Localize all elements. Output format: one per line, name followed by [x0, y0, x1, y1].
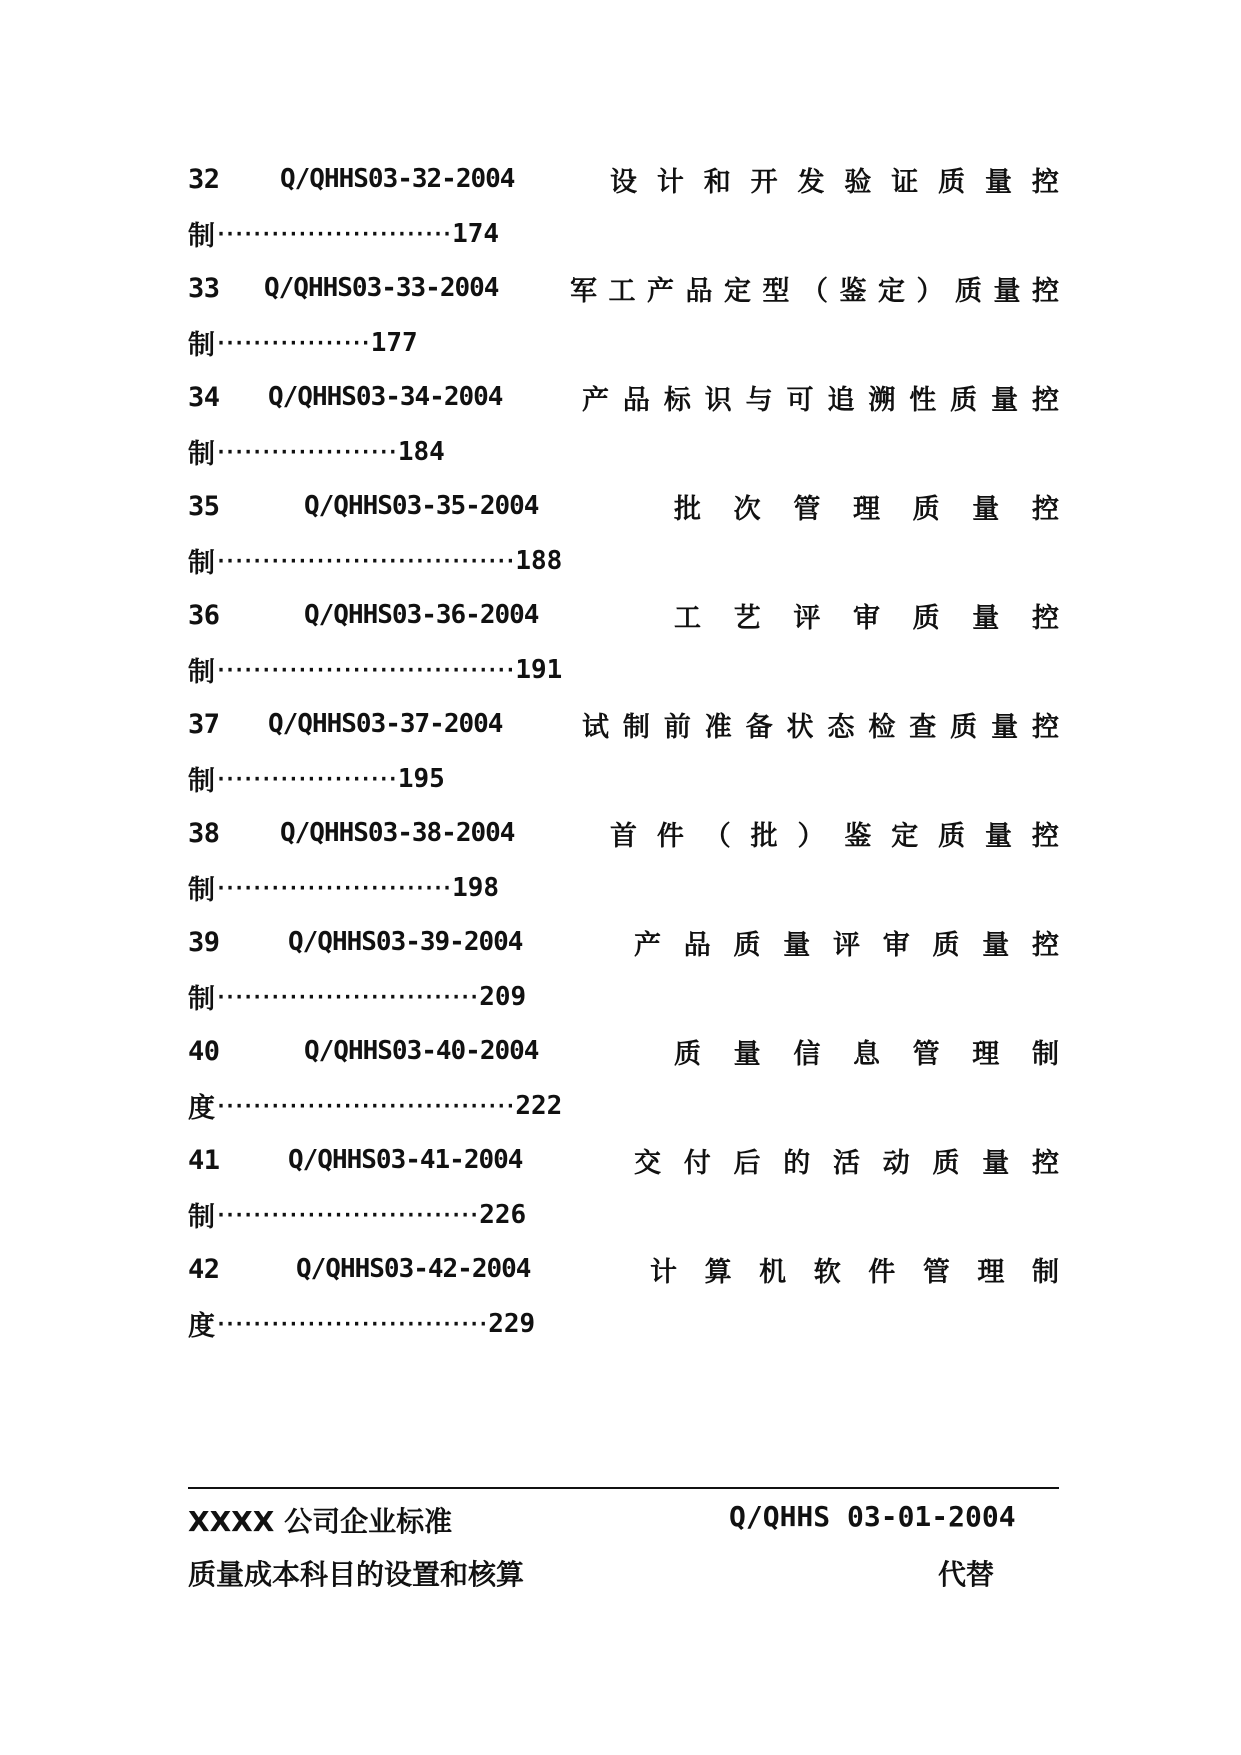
- toc-entry-title-char: 鉴: [844, 820, 872, 852]
- toc-entry-heading-line: [188, 261, 1059, 315]
- toc-entry-title-char: 息: [852, 1038, 880, 1070]
- toc-entry-title-char: 开: [750, 166, 778, 198]
- toc-entry-title-char: 备: [745, 711, 773, 743]
- toc-entry-leader-line: [188, 860, 1059, 915]
- toc-entry-standard-code: Q/QHHS03-42-2004: [296, 1254, 531, 1284]
- toc-entry-standard-code: Q/QHHS03-41-2004: [288, 1145, 523, 1175]
- toc-entry-title-char: 工: [674, 602, 701, 634]
- toc-entry-title-char: 管: [793, 493, 821, 525]
- toc-entry-title-char: 后: [733, 1147, 761, 1179]
- toc-entry-title-char: 质: [932, 1147, 960, 1179]
- toc-entry-title-char: 批: [750, 820, 778, 852]
- toc-entry-standard-code: Q/QHHS03-34-2004: [268, 382, 503, 412]
- toc-entry-title-char: 理: [852, 493, 880, 525]
- toc-entry-heading-line: [188, 1242, 1059, 1296]
- toc-entry-page-number: 195: [397, 763, 445, 794]
- toc-entry-title-char: 次: [733, 493, 761, 525]
- toc-entry-title-char: 性: [909, 384, 937, 416]
- toc-entry-title-char: 质: [938, 820, 966, 852]
- toc-entry-standard-code: Q/QHHS03-37-2004: [268, 709, 503, 739]
- toc-entry-dot-leader: ··························: [215, 875, 451, 900]
- toc-entry-standard-code: Q/QHHS03-32-2004: [280, 164, 515, 194]
- toc-entry-title-char: 型: [762, 275, 790, 307]
- toc-entry-title-char: 试: [582, 711, 609, 743]
- toc-entry-leader-line: [188, 1296, 1059, 1351]
- toc-entry-title-char: 管: [912, 1038, 940, 1070]
- toc-entry-page-number: 226: [479, 1199, 527, 1230]
- toc-entry-title: [610, 806, 1059, 860]
- toc-entry-title-char: 产: [634, 929, 661, 961]
- toc-entry-page-number: 191: [515, 654, 563, 685]
- toc-entry-dot-leader: ·································: [215, 1093, 514, 1118]
- toc-entry-title-char: 发: [797, 166, 825, 198]
- toc-entry-standard-code: Q/QHHS03-33-2004: [264, 273, 499, 303]
- toc-entry-title-tail: 制: [188, 766, 215, 797]
- toc-entry-title: [634, 915, 1059, 969]
- toc-entry-dot-leader: ·································: [215, 548, 514, 573]
- toc-entry-title-tail: 制: [188, 1202, 215, 1233]
- toc-entry-title-char: 品: [683, 929, 711, 961]
- toc-entry: [188, 1133, 1059, 1242]
- toc-entry-heading-line: [188, 479, 1059, 533]
- toc-entry-standard-code: Q/QHHS03-40-2004: [304, 1036, 539, 1066]
- toc-entry-title: [674, 1024, 1059, 1078]
- toc-entry-title-char: 定: [724, 275, 751, 307]
- toc-entry-title-char: 交: [634, 1147, 661, 1179]
- toc-entry-leader-line: [188, 206, 1059, 261]
- toc-entry: [188, 479, 1059, 588]
- toc-entry-number: 37: [188, 708, 220, 740]
- toc-entry-leader-line: [188, 642, 1059, 697]
- toc-entry-page-number: 184: [397, 436, 445, 467]
- footer-title-row: [188, 1553, 1059, 1593]
- toc-entry-title-char: 件: [656, 820, 684, 852]
- toc-entry-standard-code: Q/QHHS03-35-2004: [304, 491, 539, 521]
- toc-entry-title-char: 量: [783, 929, 811, 961]
- toc-entry-title-char: 机: [759, 1256, 787, 1288]
- toc-entry-title-char: 前: [663, 711, 691, 743]
- toc-entry-title-char: 量: [985, 166, 1012, 198]
- toc-entry-title-char: 批: [674, 493, 701, 525]
- toc-entry: [188, 1024, 1059, 1133]
- toc-entry-title-char: 产: [582, 384, 609, 416]
- toc-entry: [188, 152, 1059, 261]
- toc-entry-title-char: 检: [868, 711, 896, 743]
- toc-entry-title-char: 评: [833, 929, 860, 961]
- toc-entry-title-char: 审: [882, 929, 910, 961]
- toc-entry-title-char: 和: [703, 166, 731, 198]
- toc-entry-leader-line: [188, 1187, 1059, 1242]
- toc-entry-page-number: 222: [515, 1090, 563, 1121]
- toc-entry-title-char: 控: [1031, 711, 1059, 743]
- toc-entry-heading-line: [188, 1133, 1059, 1187]
- toc-entry-title-char: 品: [685, 275, 713, 307]
- toc-entry-title-char: 质: [938, 166, 966, 198]
- toc-entry-title-char: 设: [610, 166, 637, 198]
- toc-entry-title-tail: 制: [188, 439, 215, 470]
- toc-entry-title-char: 的: [783, 1147, 811, 1179]
- toc-entry-title-char: 控: [1031, 493, 1059, 525]
- toc-entry-page-number: 177: [370, 327, 418, 358]
- toc-entry-title-tail: 制: [188, 330, 215, 361]
- toc-entry-title-char: 活: [833, 1147, 860, 1179]
- toc-entry-page-number: 188: [515, 545, 563, 576]
- toc-entry-title-char: 管: [922, 1256, 950, 1288]
- toc-entry-title-char: 验: [844, 166, 872, 198]
- toc-entry-title: [582, 697, 1059, 751]
- toc-entry-number: 38: [188, 817, 220, 849]
- toc-entry-heading-line: [188, 915, 1059, 969]
- toc-entry-title: [570, 261, 1059, 315]
- toc-entry-title-char: 鉴: [839, 275, 867, 307]
- toc-entry-number: 33: [188, 272, 220, 304]
- toc-entry-title-char: 量: [972, 602, 1000, 634]
- toc-entry-heading-line: [188, 697, 1059, 751]
- toc-entry: [188, 1242, 1059, 1351]
- toc-entry-dot-leader: ····················: [215, 439, 396, 464]
- toc-entry-dot-leader: ·····························: [215, 984, 478, 1009]
- toc-entry-title-tail: 制: [188, 984, 215, 1015]
- toc-entry-title-char: 溯: [868, 384, 896, 416]
- replaces-label: 代替: [938, 1558, 995, 1591]
- footer-standard-row: [188, 1500, 1059, 1540]
- toc-entry-title: [610, 152, 1059, 206]
- toc-entry-title-char: 质: [950, 384, 978, 416]
- toc-entry-title-char: 量: [985, 820, 1012, 852]
- toc-entry-title-char: 软: [813, 1256, 841, 1288]
- toc-entry-title-tail: 度: [188, 1093, 215, 1124]
- toc-entry-title-char: 准: [704, 711, 732, 743]
- toc-entry: [188, 915, 1059, 1024]
- toc-entry-number: 40: [188, 1035, 220, 1067]
- toc-entry-title-char: 品: [622, 384, 650, 416]
- table-of-contents: [188, 152, 1059, 1351]
- toc-entry-title-char: 首: [610, 820, 637, 852]
- toc-entry-title: [650, 1242, 1059, 1296]
- toc-entry-standard-code: Q/QHHS03-39-2004: [288, 927, 523, 957]
- toc-entry-title-char: 标: [663, 384, 691, 416]
- toc-entry-title-tail: 制: [188, 875, 215, 906]
- toc-entry-title-char: 质: [955, 275, 982, 307]
- toc-entry-heading-line: [188, 806, 1059, 860]
- toc-entry-title-char: 控: [1032, 275, 1059, 307]
- toc-entry-title-char: 量: [991, 384, 1019, 416]
- toc-entry: [188, 806, 1059, 915]
- toc-entry: [188, 261, 1059, 370]
- toc-entry-number: 39: [188, 926, 220, 958]
- toc-entry-title-char: 定: [878, 275, 905, 307]
- toc-entry-number: 42: [188, 1253, 220, 1285]
- toc-entry-leader-line: [188, 969, 1059, 1024]
- toc-entry-dot-leader: ·································: [215, 657, 514, 682]
- toc-entry-title-char: 算: [704, 1256, 732, 1288]
- toc-entry-title-char: 量: [733, 1038, 761, 1070]
- toc-entry: [188, 370, 1059, 479]
- toc-entry-title: [634, 1133, 1059, 1187]
- toc-entry-title-char: 识: [704, 384, 732, 416]
- toc-entry-title-char: 动: [882, 1147, 910, 1179]
- standard-code: Q/QHHS 03-01-2004: [729, 1500, 1016, 1533]
- toc-entry-title-char: 质: [912, 493, 940, 525]
- toc-entry-title-char: 制: [1031, 1256, 1059, 1288]
- toc-entry-title-tail: 制: [188, 657, 215, 688]
- toc-entry-title-char: （: [801, 275, 828, 307]
- toc-entry-title-char: 量: [982, 929, 1010, 961]
- toc-entry-title-char: ）: [797, 820, 825, 852]
- toc-entry-title-char: 追: [827, 384, 855, 416]
- toc-entry-number: 34: [188, 381, 220, 413]
- toc-entry-title-char: 控: [1031, 820, 1059, 852]
- toc-entry-title-char: 付: [683, 1147, 711, 1179]
- toc-entry-leader-line: [188, 1078, 1059, 1133]
- toc-entry-title-char: 控: [1032, 1147, 1059, 1179]
- toc-entry-heading-line: [188, 152, 1059, 206]
- toc-entry-standard-code: Q/QHHS03-36-2004: [304, 600, 539, 630]
- company-standard-label: XXXX 公司企业标准: [188, 1505, 453, 1538]
- toc-entry-page-number: 174: [452, 218, 500, 249]
- toc-entry-number: 41: [188, 1144, 220, 1176]
- toc-entry-standard-code: Q/QHHS03-38-2004: [280, 818, 515, 848]
- toc-entry-title-char: ）: [916, 275, 944, 307]
- toc-entry-title-char: 态: [827, 711, 855, 743]
- toc-entry-title-char: 审: [852, 602, 880, 634]
- toc-entry-dot-leader: ··························: [215, 221, 451, 246]
- toc-entry-number: 32: [188, 163, 220, 195]
- toc-entry-title-char: 证: [891, 166, 919, 198]
- toc-entry-title-char: 质: [950, 711, 978, 743]
- toc-entry-page-number: 209: [479, 981, 527, 1012]
- toc-entry-page-number: 229: [488, 1308, 536, 1339]
- toc-entry-title-char: 计: [650, 1256, 677, 1288]
- toc-entry-title-char: 艺: [733, 602, 761, 634]
- toc-entry-title-char: 量: [993, 275, 1021, 307]
- toc-entry-title-char: 量: [982, 1147, 1010, 1179]
- toc-entry-title-char: 定: [891, 820, 919, 852]
- toc-entry-title-char: 制: [622, 711, 650, 743]
- toc-entry-title-char: 控: [1031, 166, 1059, 198]
- toc-entry-number: 36: [188, 599, 220, 631]
- toc-entry-title-char: 军: [570, 275, 597, 307]
- toc-entry-title-char: 控: [1032, 929, 1059, 961]
- toc-entry-page-number: 198: [452, 872, 500, 903]
- toc-entry: [188, 697, 1059, 806]
- toc-entry-title-char: 件: [868, 1256, 896, 1288]
- toc-entry-title: [582, 370, 1059, 424]
- toc-entry-title-char: 理: [972, 1038, 1000, 1070]
- toc-entry-title-char: 量: [972, 493, 1000, 525]
- toc-entry-title-char: 评: [793, 602, 821, 634]
- toc-entry-title-char: （: [703, 820, 731, 852]
- toc-entry-dot-leader: ······························: [215, 1311, 487, 1336]
- toc-entry-number: 35: [188, 490, 220, 522]
- toc-entry-heading-line: [188, 588, 1059, 642]
- toc-entry-title-char: 质: [912, 602, 940, 634]
- toc-entry-leader-line: [188, 424, 1059, 479]
- toc-entry-title-char: 计: [656, 166, 684, 198]
- toc-entry-title-char: 制: [1031, 1038, 1059, 1070]
- document-title: 质量成本科目的设置和核算: [188, 1558, 525, 1591]
- toc-entry-title-char: 控: [1031, 602, 1059, 634]
- toc-entry-heading-line: [188, 370, 1059, 424]
- toc-entry-title-tail: 制: [188, 548, 215, 579]
- toc-entry-dot-leader: ·····························: [215, 1202, 478, 1227]
- toc-entry-title-char: 产: [647, 275, 674, 307]
- toc-entry-title: [674, 588, 1059, 642]
- toc-entry-title-char: 工: [608, 275, 636, 307]
- toc-entry-title-tail: 制: [188, 221, 215, 252]
- toc-entry-heading-line: [188, 1024, 1059, 1078]
- toc-entry-title-char: 量: [991, 711, 1019, 743]
- toc-entry-title-char: 查: [909, 711, 937, 743]
- footer-divider: [188, 1487, 1059, 1489]
- toc-entry-leader-line: [188, 315, 1059, 370]
- toc-entry-title-char: 控: [1031, 384, 1059, 416]
- toc-entry-title-char: 质: [733, 929, 761, 961]
- toc-entry-dot-leader: ····················: [215, 766, 396, 791]
- toc-entry-title-char: 理: [977, 1256, 1005, 1288]
- toc-entry: [188, 588, 1059, 697]
- toc-entry-title-char: 信: [793, 1038, 821, 1070]
- toc-entry-title: [674, 479, 1059, 533]
- toc-entry-dot-leader: ·················: [215, 330, 369, 355]
- toc-entry-title-char: 质: [674, 1038, 701, 1070]
- toc-entry-leader-line: [188, 533, 1059, 588]
- toc-entry-title-tail: 度: [188, 1311, 215, 1342]
- toc-entry-title-char: 状: [786, 711, 814, 743]
- toc-entry-leader-line: [188, 751, 1059, 806]
- toc-entry-title-char: 可: [786, 384, 814, 416]
- toc-entry-title-char: 与: [745, 384, 773, 416]
- toc-entry-title-char: 质: [932, 929, 960, 961]
